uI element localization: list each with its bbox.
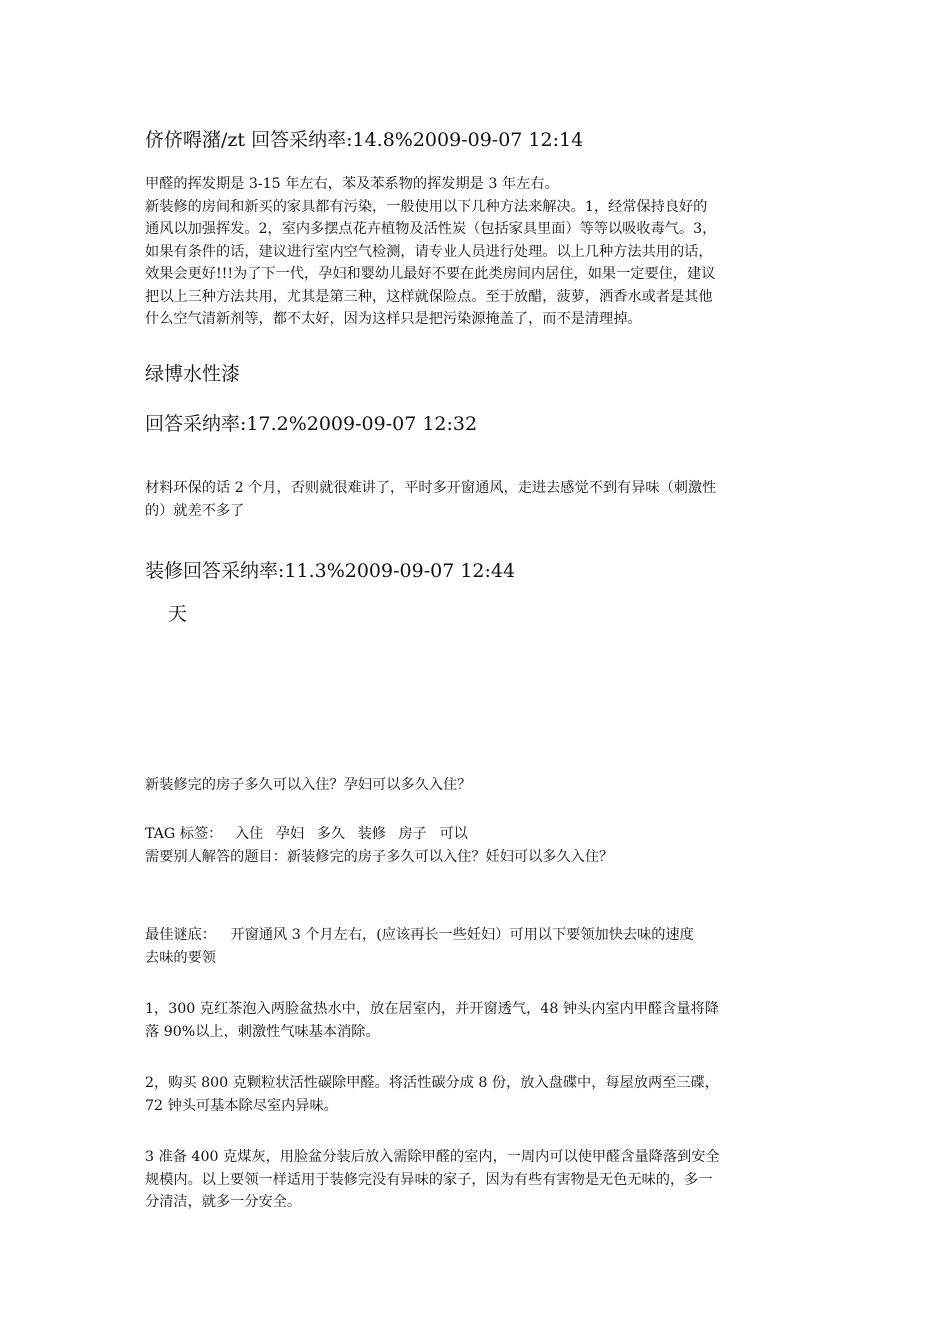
method-line: 落 90%以上，刺激性气味基本消除。 <box>145 1023 380 1040</box>
answer-1-heading: 侪侪嘚潴/zt 回答采纳率:14.8%2009-09-07 12:14 <box>145 129 584 151</box>
answerer-name: 绿博水性漆 <box>145 363 241 385</box>
ask-line: 需要别人解答的题目：新装修完的房子多久可以入住？妊妇可以多久入住？ <box>145 849 614 865</box>
tag-item[interactable]: 多久 <box>316 826 346 842</box>
method-line: 3 准备 400 克煤灰，用脸盆分装后放入需除甲醛的室内，一周内可以使甲醛含量降落到安全 <box>145 1149 720 1165</box>
tag-item[interactable]: 孕妇 <box>275 826 305 842</box>
best-answer-label: 最佳谜底： <box>145 927 216 943</box>
tag-label: TAG 标签： <box>145 826 223 842</box>
tag-item[interactable]: 装修 <box>357 826 386 842</box>
sub-heading: 去味的要领 <box>145 950 216 966</box>
method-line: 2，购买 800 克颗粒状活性碳除甲醛。将活性碳分成 8 份，放入盘碟中，每屋放两至三碟， <box>145 1075 719 1091</box>
method-3 <box>145 1146 810 1214</box>
tag-item[interactable]: 可以 <box>439 826 468 842</box>
answer-1-body <box>145 173 810 331</box>
tag-row <box>145 823 476 846</box>
answer-2-line: 的）就差不多了 <box>145 502 245 519</box>
answer-1-line: 效果会更好!!!为了下一代，孕妇和婴幼儿最好不要在此类房间内居住，如果一定要住，建议 <box>145 266 716 282</box>
method-line: 分清洁，就多一分安全。 <box>145 1194 302 1210</box>
answer-1-line: 什么空气清新剂等，都不太好，因为这样只是把污染源掩盖了，而不是清理掉。 <box>145 311 642 327</box>
method-1 <box>145 998 810 1043</box>
answer-3-text: 天 <box>168 603 188 625</box>
answer-1-line: 新装修的房间和新买的家具都有污染，一般使用以下几种方法来解决。1，经常保持良好的 <box>145 198 708 215</box>
answer-2-body <box>145 477 810 522</box>
tag-item[interactable]: 房子 <box>398 826 427 842</box>
answer-1-line: 如果有条件的话，建议进行室内空气检测，请专业人员进行处理。以上几种方法共用的话， <box>145 243 713 260</box>
method-2 <box>145 1072 810 1117</box>
method-line: 规模内。以上要领一样适用于装修完没有异味的家子，因为有些有害物是无色无味的，多一 <box>145 1171 713 1188</box>
answer-1-line: 通风以加强挥发。2，室内多摆点花卉植物及活性炭（包括家具里面）等等以吸收毒气。3， <box>145 221 717 237</box>
answer-1-line: 把以上三种方法共用，尤其是第三种，这样就保险点。至于放醋，菠萝，洒香水或者是其他 <box>145 288 713 305</box>
answer-1-line: 甲醛的挥发期是 3-15 年左右，苯及苯系物的挥发期是 3 年左右。 <box>145 176 559 192</box>
question-title: 新装修完的房子多久可以入住？孕妇可以多久入住？ <box>145 777 472 793</box>
best-answer-text: 开窗通风 3 个月左右，(应该再长一些妊妇）可用以下要领加快去味的速度 <box>230 927 694 943</box>
tag-item[interactable]: 入住 <box>234 826 264 842</box>
answer-3-heading: 装修回答采纳率:11.3%2009-09-07 12:44 <box>145 560 516 582</box>
method-line: 1，300 克红茶泡入两脸盆热水中，放在居室内，并开窗透气，48 钟头内室内甲醛含量将降 <box>145 1001 719 1017</box>
answer-2-heading: 回答采纳率:17.2%2009-09-07 12:32 <box>145 413 478 435</box>
best-answer-row <box>145 924 694 947</box>
method-line: 72 钟头可基本除尽室内异味。 <box>145 1097 338 1114</box>
answer-2-line: 材料环保的话 2 个月，否则就很难讲了，平时多开窗通风，走进去感觉不到有异味（刺激性 <box>145 480 717 496</box>
